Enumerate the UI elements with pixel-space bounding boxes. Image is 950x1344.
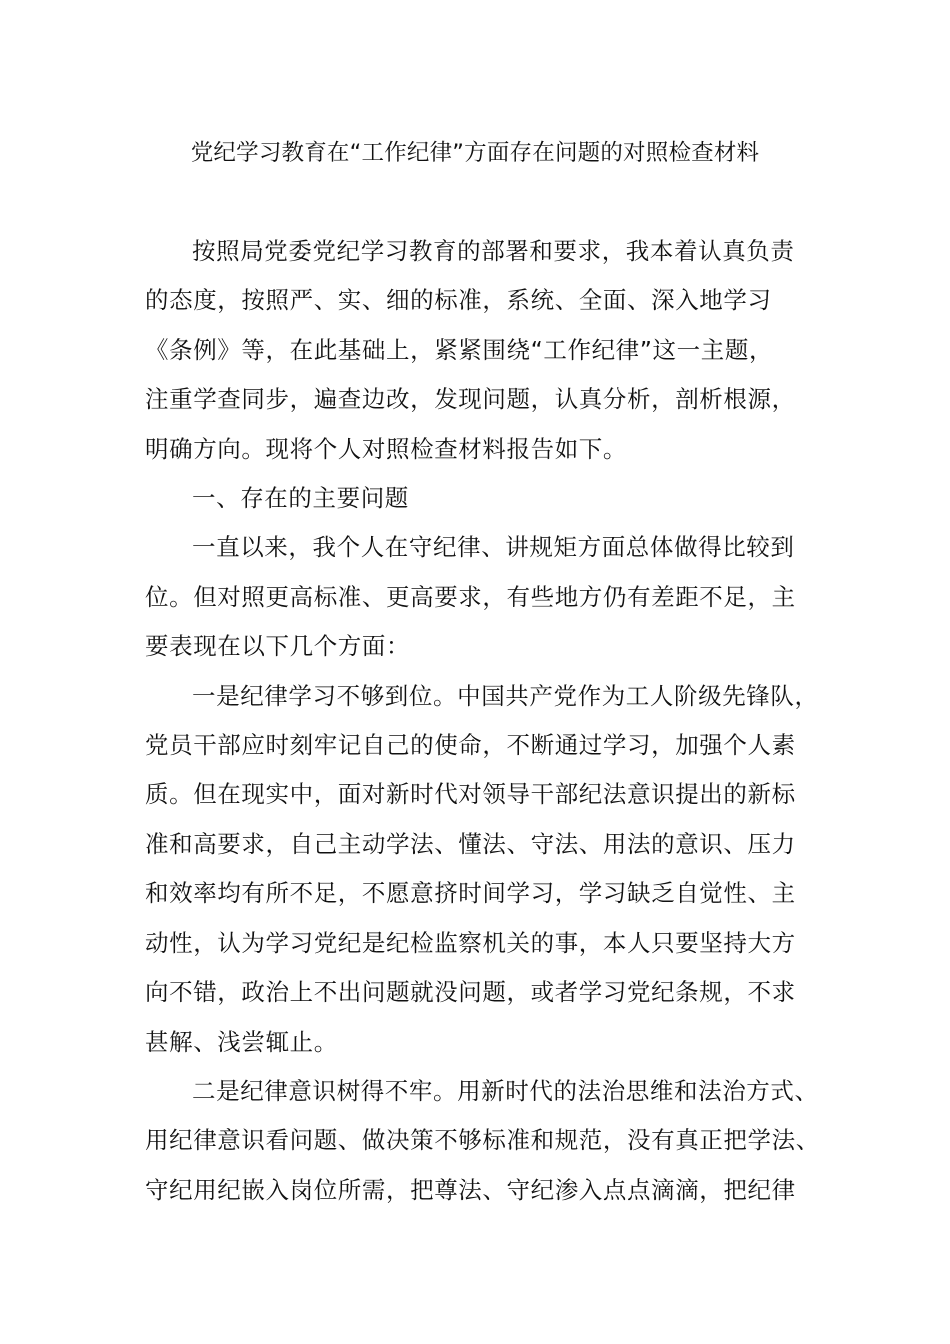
section-heading bbox=[145, 474, 825, 523]
text-line: 守纪用纪嵌入岗位所需，把尊法、守纪渗入点点滴滴，把纪律 bbox=[145, 1175, 796, 1204]
text-line: 按照局党委党纪学习教育的部署和要求，我本着认真负责 bbox=[192, 237, 795, 265]
text-line: 动性，认为学习党纪是纪检监察机关的事，本人只要坚持大方 bbox=[145, 928, 796, 957]
text-line: 二是纪律意识树得不牢。用新时代的法治思维和法治方式、 bbox=[192, 1076, 819, 1105]
text-line: 向不错，政治上不出问题就没问题，或者学习党纪条规，不求 bbox=[145, 978, 796, 1007]
paragraph-issue-one bbox=[145, 672, 825, 1067]
text-line: 甚解、浅尝辄止。 bbox=[145, 1027, 338, 1056]
text-line: 党员干部应时刻牢记自己的使命，不断通过学习，加强个人素 bbox=[145, 731, 796, 760]
document-title: 党纪学习教育在“工作纪律”方面存在问题的对照检查材料 bbox=[190, 140, 760, 166]
paragraph-intro bbox=[145, 227, 825, 474]
text-line: 准和高要求，自己主动学法、懂法、守法、用法的意识、压力 bbox=[145, 829, 796, 858]
text-line: 明确方向。现将个人对照检查材料报告如下。 bbox=[145, 434, 627, 463]
text-line: 一、存在的主要问题 bbox=[192, 484, 409, 513]
text-line: 质。但在现实中，面对新时代对领导干部纪法意识提出的新标 bbox=[145, 780, 796, 809]
text-line: 一是纪律学习不够到位。中国共产党作为工人阶级先锋队， bbox=[192, 681, 819, 710]
text-line: 的态度，按照严、实、细的标准，系统、全面、深入地学习 bbox=[145, 286, 772, 315]
text-line: 《条例》等，在此基础上，紧紧围绕“工作纪律”这一主题， bbox=[145, 335, 774, 364]
text-line: 注重学查同步，遍查边改，发现问题，认真分析，剖析根源， bbox=[145, 385, 796, 414]
text-line: 位。但对照更高标准、更高要求，有些地方仍有差距不足，主 bbox=[145, 582, 796, 611]
text-line: 要表现在以下几个方面： bbox=[145, 632, 411, 661]
paragraph-issue-two bbox=[145, 1067, 825, 1215]
text-line: 用纪律意识看问题、做决策不够标准和规范，没有真正把学法、 bbox=[145, 1126, 820, 1155]
text-line: 和效率均有所不足，不愿意挤时间学习，学习缺乏自觉性、主 bbox=[145, 879, 796, 908]
text-line: 一直以来，我个人在守纪律、讲规矩方面总体做得比较到 bbox=[192, 533, 795, 562]
document-body bbox=[145, 227, 825, 1215]
paragraph-overview bbox=[145, 523, 825, 671]
